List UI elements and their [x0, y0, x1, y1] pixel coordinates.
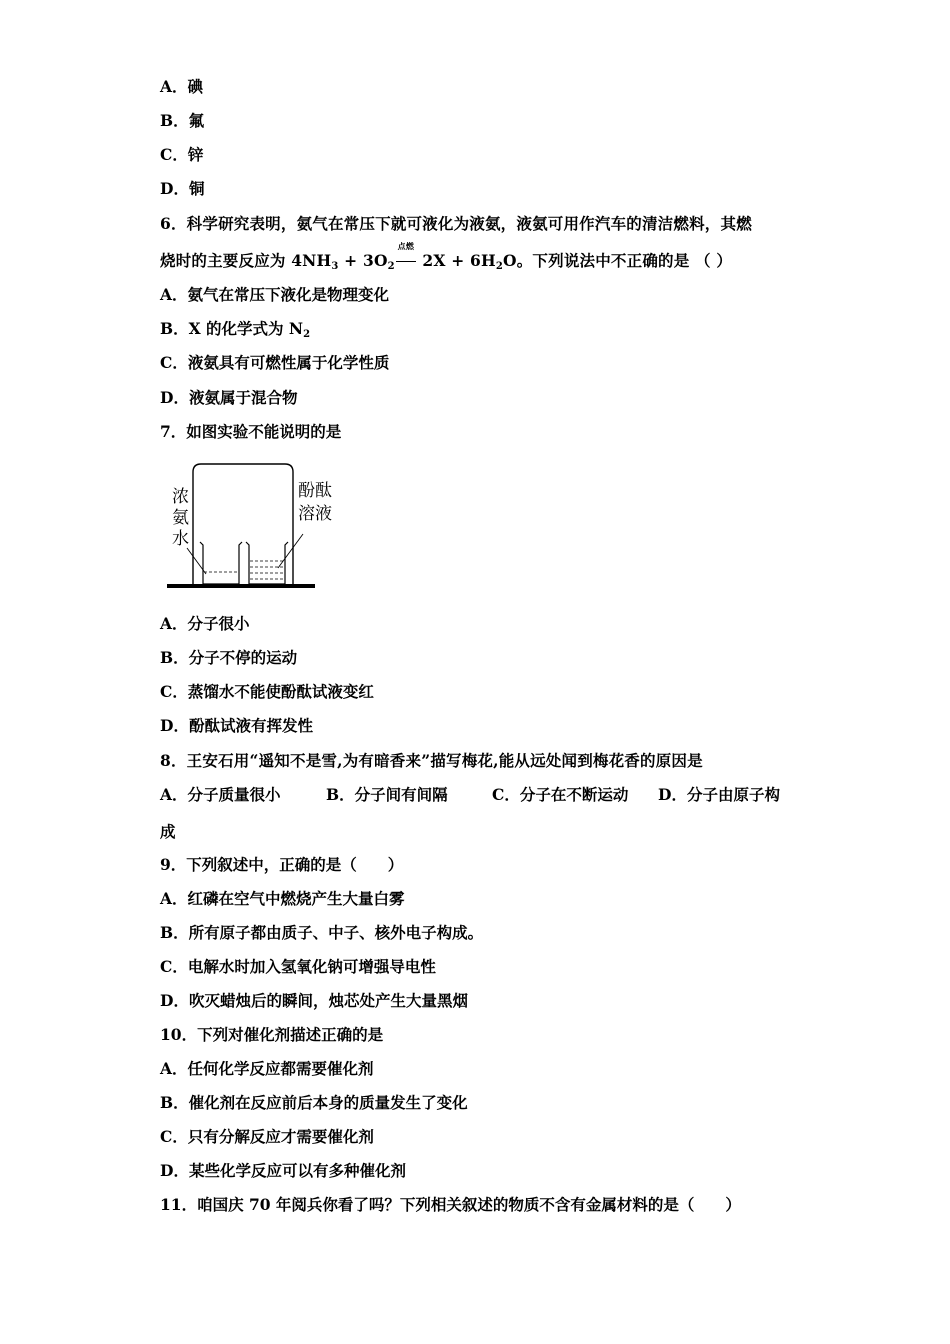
q10-option-b: B．催化剂在反应前后本身的质量发生了变化	[160, 1093, 468, 1112]
q6-option-b-text: B．X 的化学式为 N	[160, 319, 304, 338]
experiment-figure	[160, 460, 340, 595]
q8-option-c: C．分子在不断运动	[492, 785, 629, 804]
q6-option-b	[160, 319, 310, 345]
q5-option-d: D．铜	[160, 179, 205, 198]
q5-option-c: C．锌	[160, 145, 204, 164]
q8-option-d-wrap: 成	[160, 822, 176, 841]
q6-eq-sub2: 2	[387, 261, 395, 272]
q8-option-b: B．分子间有间隔	[326, 785, 448, 804]
reaction-condition	[395, 241, 417, 271]
q9-option-a: A．红磷在空气中燃烧产生大量白雾	[160, 889, 405, 908]
q8-stem: 8．王安石用“遥知不是雪,为有暗香来”描写梅花,能从远处闻到梅花香的原因是	[160, 751, 703, 770]
q6-eq-suffix: O。下列说法中不正确的是 （ ）	[503, 251, 733, 270]
q6-eq-mid2: 2X + 6H	[416, 251, 496, 270]
q6-eq-sub3: 2	[495, 261, 504, 272]
q6-eq-mid1: + 3O	[338, 251, 388, 270]
right-leader-line	[278, 534, 303, 568]
q10-stem: 10．下列对催化剂描述正确的是	[160, 1025, 384, 1044]
q7-option-d: D．酚酞试液有挥发性	[160, 716, 313, 735]
label-left-2: 氨	[172, 508, 189, 528]
q6-option-b-sub: 2	[303, 329, 311, 340]
q5-option-b: B．氟	[160, 111, 205, 130]
q8-option-d: D．分子由原子构	[658, 785, 780, 804]
q7-stem: 7．如图实验不能说明的是	[160, 422, 342, 441]
q9-option-b: B．所有原子都由质子、中子、核外电子构成。	[160, 923, 484, 942]
q7-option-c: C．蒸馏水不能使酚酞试液变红	[160, 682, 374, 701]
reaction-condition-label: 点燃	[397, 241, 415, 251]
bench-base	[167, 584, 315, 588]
q6-eq-prefix: 烧时的主要反应为 4NH	[160, 251, 332, 270]
reaction-arrow	[396, 261, 416, 262]
label-right-2: 溶液	[298, 504, 332, 524]
left-small-beaker	[200, 542, 242, 584]
q6-option-c: C．液氨具有可燃性属于化学性质	[160, 353, 390, 372]
q6-option-d: D．液氨属于混合物	[160, 388, 298, 407]
q9-option-d: D．吹灭蜡烛后的瞬间，烛芯处产生大量黑烟	[160, 991, 468, 1010]
label-left-1: 浓	[172, 487, 189, 507]
q7-option-a: A．分子很小	[160, 614, 250, 633]
cover-beaker	[193, 464, 293, 588]
q5-option-a: A．碘	[160, 77, 204, 96]
q6-stem-line1: 6．科学研究表明，氨气在常压下就可液化为液氨，液氨可用作汽车的清洁燃料，其燃	[160, 214, 752, 233]
q10-option-d: D．某些化学反应可以有多种催化剂	[160, 1161, 406, 1180]
q10-option-a: A．任何化学反应都需要催化剂	[160, 1059, 374, 1078]
q8-options-row	[160, 785, 780, 805]
q11-stem: 11．咱国庆 70 年阅兵你看了吗？下列相关叙述的物质不含有金属材料的是（ ）	[160, 1195, 741, 1214]
q9-stem: 9．下列叙述中，正确的是（ ）	[160, 855, 404, 874]
q6-eq-sub1: 3	[331, 261, 339, 272]
q7-option-b: B．分子不停的运动	[160, 648, 298, 667]
q6-equation-line	[160, 241, 733, 277]
q10-option-c: C．只有分解反应才需要催化剂	[160, 1127, 374, 1146]
q6-option-a: A．氨气在常压下液化是物理变化	[160, 285, 390, 304]
label-right-1: 酚酞	[298, 481, 332, 501]
q8-option-a: A．分子质量很小	[160, 785, 281, 804]
label-left-3: 水	[172, 529, 189, 549]
q9-option-c: C．电解水时加入氢氧化钠可增强导电性	[160, 957, 436, 976]
